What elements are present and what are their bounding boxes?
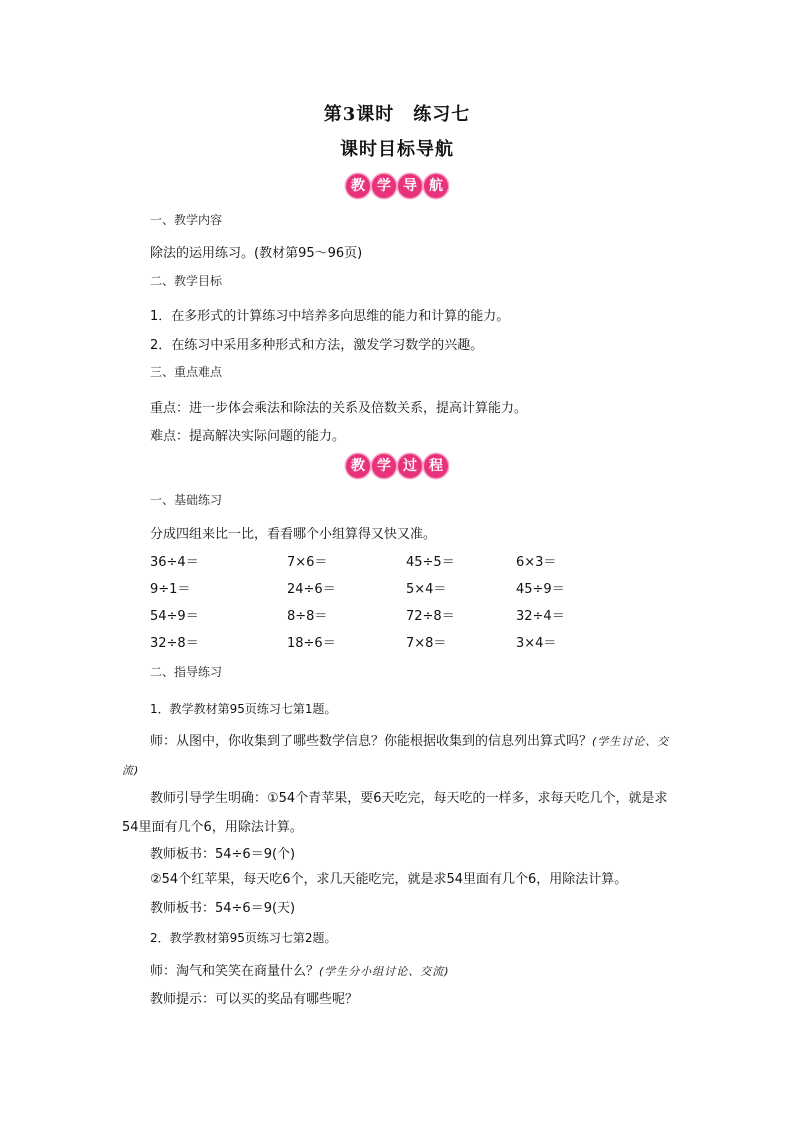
exercise-2-title: 2．教学教材第95页练习七第2题。 — [150, 931, 337, 945]
heading-key-points: 三、重点难点 — [150, 365, 223, 379]
goal-1: 1．在多形式的计算练习中培养多向思维的能力和计算的能力。 — [150, 309, 510, 324]
calc-item: 3×4＝ — [516, 636, 557, 651]
heading-teaching-content: 一、教学内容 — [150, 213, 223, 227]
group-activity-note: (学生分小组讨论、交流) — [319, 965, 450, 978]
badge-char: 教 — [346, 454, 370, 478]
teaching-guide-badge — [0, 174, 794, 198]
calc-item: 8÷8＝ — [287, 609, 328, 624]
difficulty-text: 难点：提高解决实际问题的能力。 — [150, 429, 346, 444]
teacher-question-2 — [150, 960, 450, 979]
badge-char: 航 — [424, 174, 448, 198]
badge-char: 程 — [424, 454, 448, 478]
badge-char: 学 — [372, 454, 396, 478]
board-writing-1: 教师板书：54÷6＝9(个) — [150, 847, 296, 862]
student-activity-note: (学生讨论、交流) — [122, 735, 670, 777]
goal-2: 2．在练习中采用多种形式和方法，激发学习数学的兴趣。 — [150, 338, 484, 353]
calc-item: 18÷6＝ — [287, 636, 336, 651]
calc-item: 6×3＝ — [516, 555, 557, 570]
teacher-question-2-text: 师：淘气和笑笑在商量什么？ — [150, 964, 320, 979]
board-writing-2: 教师板书：54÷6＝9(天) — [150, 901, 296, 916]
badge-char: 过 — [398, 454, 422, 478]
section-title: 课时目标导航 — [340, 139, 454, 160]
badge-char: 教 — [346, 174, 370, 198]
teacher-guidance-2: ②54个红苹果，每天吃6个，求几天能吃完，就是求54里面有几个6，用除法计算。 — [150, 872, 628, 887]
calc-item: 7×8＝ — [406, 636, 447, 651]
calc-item: 7×6＝ — [287, 555, 328, 570]
heading-basic-practice: 一、基础练习 — [150, 493, 223, 507]
teacher-question-1-text: 师：从图中，你收集到了哪些数学信息？你能根据收集到的信息列出算式吗？ — [150, 734, 593, 749]
calc-item: 32÷4＝ — [516, 609, 565, 624]
calc-item: 32÷8＝ — [150, 636, 199, 651]
calc-item: 36÷4＝ — [150, 555, 199, 570]
teaching-process-badge — [0, 454, 794, 478]
heading-guided-practice: 二、指导练习 — [150, 665, 223, 679]
calc-item: 45÷5＝ — [406, 555, 455, 570]
teacher-guidance-1: 教师引导学生明确：①54个青苹果，要6天吃完，每天吃的一样多，求每天吃几个，就是求54里面有几个6，用除法计算。 — [122, 791, 668, 835]
badge-char: 导 — [398, 174, 422, 198]
exercise-1-title: 1．教学教材第95页练习七第1题。 — [150, 702, 337, 716]
key-point-text: 重点：进一步体会乘法和除法的关系及倍数关系，提高计算能力。 — [150, 401, 528, 416]
calc-item: 45÷9＝ — [516, 582, 565, 597]
calc-item: 72÷8＝ — [406, 609, 455, 624]
calc-item: 5×4＝ — [406, 582, 447, 597]
calc-item: 24÷6＝ — [287, 582, 336, 597]
basic-practice-intro: 分成四组来比一比，看看哪个小组算得又快又准。 — [150, 527, 437, 542]
teaching-content-text: 除法的运用练习。(教材第95～96页) — [150, 246, 363, 261]
page-title: 第3课时 练习七 — [323, 104, 471, 125]
calc-item: 9÷1＝ — [150, 582, 191, 597]
calc-item: 54÷9＝ — [150, 609, 199, 624]
heading-teaching-goals: 二、教学目标 — [150, 274, 223, 288]
teacher-hint: 教师提示：可以买的奖品有哪些呢？ — [150, 992, 359, 1007]
badge-char: 学 — [372, 174, 396, 198]
teacher-question-1 — [122, 727, 682, 785]
